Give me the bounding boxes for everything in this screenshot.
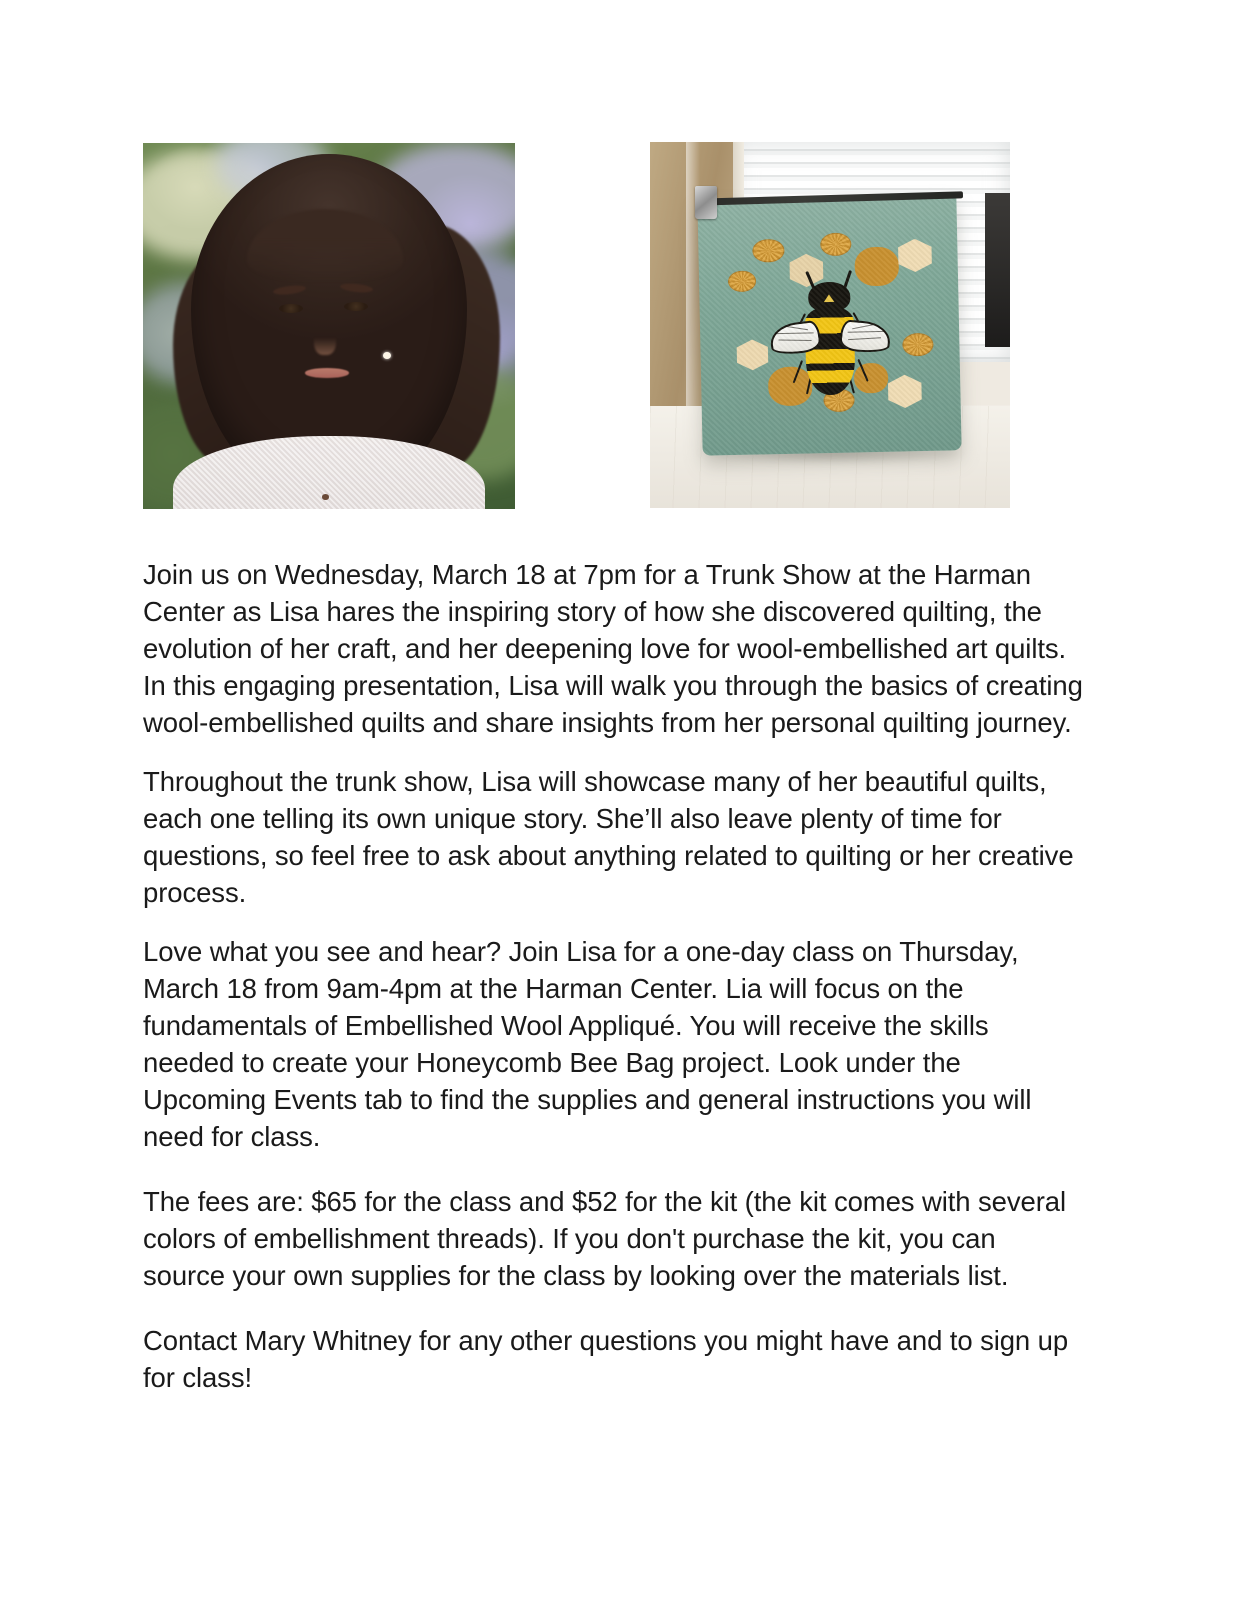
paragraph-trunk-show-details: Throughout the trunk show, Lisa will showcase many of her beautiful quilts, each one telling its own unique story. She’ll also leave plenty of time for questions, so feel free to ask about anything related to quilting or her creative process. xyxy=(143,766,1074,908)
honeycomb-bee-bag-image xyxy=(650,142,1010,508)
bee-face-marking xyxy=(824,294,835,302)
earring-icon xyxy=(383,352,391,359)
paragraph-class-details: Love what you see and hear? Join Lisa for a one-day class on Thursday, March 18 from 9am-4pm at the Harman Center. Lia will focus on the fundamentals of Embellished Wool Appliqué. You will receive the skills needed to create your Honeycomb Bee Bag project. Look under the Upcoming Events tab to find the supplies and general instructions you will need for class. xyxy=(143,936,1032,1152)
image-row xyxy=(0,0,1236,540)
rosette-motif xyxy=(728,270,757,292)
bee-leg xyxy=(793,360,803,383)
eye-left xyxy=(279,304,303,313)
flyer-body-text xyxy=(143,556,1083,1396)
bee-motif xyxy=(767,280,894,400)
nose xyxy=(314,326,336,355)
hexagon-motif xyxy=(734,339,771,370)
dark-object xyxy=(985,193,1010,347)
zipper-pull-icon xyxy=(695,186,717,219)
wool-pouch xyxy=(698,194,962,456)
paragraph-trunk-show-intro: Join us on Wednesday, March 18 at 7pm for a Trunk Show at the Harman Center as Lisa hares the inspiring story of how she discovered quilting, the evolution of her craft, and her deepening love for wool-embellished art quilts. In this engaging presentation, Lisa will walk you through the basics of creating wool-embellished quilts and share insights from her personal quilting journey. xyxy=(143,559,1083,738)
hexagon-motif xyxy=(896,238,936,272)
mouth xyxy=(305,368,350,378)
instructor-portrait-image xyxy=(143,143,515,509)
rosette-motif xyxy=(903,333,935,357)
bee-leg xyxy=(857,359,868,381)
paragraph-fees: The fees are: $65 for the class and $52 for the kit (the kit comes with several colors of embellishment threads). If you don't purchase the kit, you can source your own supplies for the class by looking over the materials list. xyxy=(143,1186,1066,1291)
rosette-motif xyxy=(820,232,852,256)
eye-right xyxy=(344,302,368,311)
bee-wing-right xyxy=(839,319,891,354)
paragraph-contact: Contact Mary Whitney for any other questions you might have and to sign up for class! xyxy=(143,1325,1069,1393)
rosette-motif xyxy=(753,239,785,263)
